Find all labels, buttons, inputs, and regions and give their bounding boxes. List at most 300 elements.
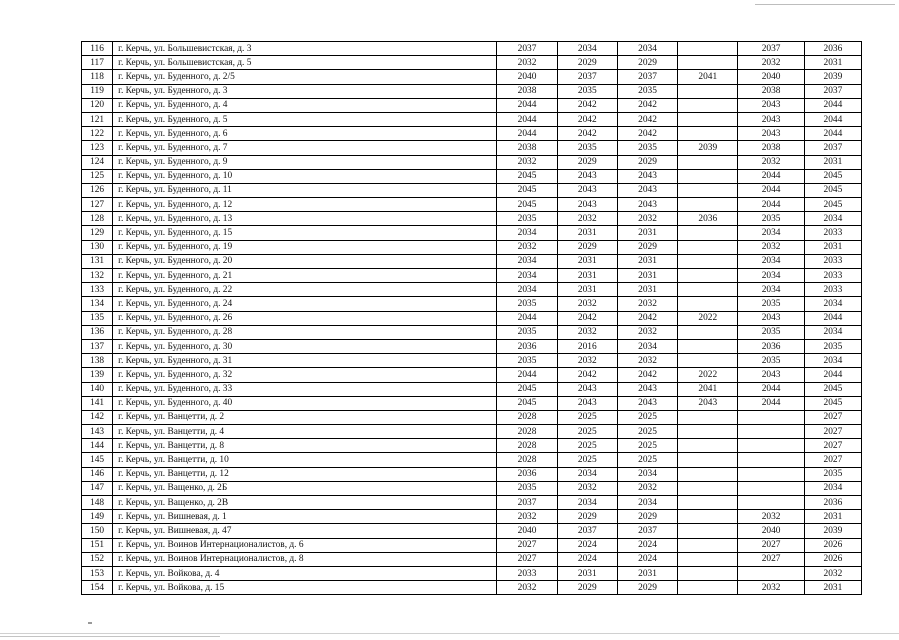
address-cell: г. Керчь, ул. Буденного, д. 15 <box>113 226 497 240</box>
year-cell-1: 2032 <box>497 155 557 169</box>
year-cell-3: 2025 <box>617 425 677 439</box>
year-cell-3: 2042 <box>617 368 677 382</box>
row-number-cell: 134 <box>82 297 113 311</box>
year-cell-2: 2032 <box>557 481 617 495</box>
year-cell-4 <box>678 226 738 240</box>
year-cell-2: 2034 <box>557 467 617 481</box>
year-cell-2: 2031 <box>557 283 617 297</box>
row-number-cell: 128 <box>82 212 113 226</box>
row-number-cell: 153 <box>82 566 113 580</box>
address-cell: г. Керчь, ул. Вишневая, д. 1 <box>113 510 497 524</box>
row-number-cell: 125 <box>82 169 113 183</box>
row-number-cell: 148 <box>82 496 113 510</box>
year-cell-1: 2027 <box>497 538 557 552</box>
year-cell-2: 2032 <box>557 297 617 311</box>
year-cell-1: 2036 <box>497 467 557 481</box>
year-cell-5: 2034 <box>738 283 804 297</box>
year-cell-3: 2025 <box>617 453 677 467</box>
year-cell-1: 2045 <box>497 198 557 212</box>
year-cell-5 <box>738 496 804 510</box>
year-cell-1: 2035 <box>497 325 557 339</box>
year-cell-2: 2042 <box>557 112 617 126</box>
year-cell-2: 2031 <box>557 269 617 283</box>
year-cell-2: 2043 <box>557 183 617 197</box>
year-cell-2: 2043 <box>557 169 617 183</box>
year-cell-1: 2040 <box>497 70 557 84</box>
year-cell-5 <box>738 467 804 481</box>
year-cell-2: 2024 <box>557 538 617 552</box>
year-cell-6: 2035 <box>804 467 861 481</box>
address-cell: г. Керчь, ул. Буденного, д. 12 <box>113 198 497 212</box>
year-cell-1: 2045 <box>497 396 557 410</box>
year-cell-5: 2032 <box>738 240 804 254</box>
year-cell-5: 2035 <box>738 354 804 368</box>
year-cell-3: 2043 <box>617 183 677 197</box>
year-cell-5: 2027 <box>738 538 804 552</box>
address-cell: г. Керчь, ул. Буденного, д. 32 <box>113 368 497 382</box>
row-number-cell: 143 <box>82 425 113 439</box>
year-cell-3: 2042 <box>617 112 677 126</box>
row-number-cell: 123 <box>82 141 113 155</box>
year-cell-4: 2022 <box>678 311 738 325</box>
table-row <box>82 212 862 226</box>
year-cell-2: 2043 <box>557 396 617 410</box>
year-cell-6: 2044 <box>804 368 861 382</box>
year-cell-5: 2037 <box>738 42 804 56</box>
year-cell-1: 2044 <box>497 368 557 382</box>
year-cell-6: 2044 <box>804 311 861 325</box>
year-cell-6: 2044 <box>804 112 861 126</box>
year-cell-6: 2034 <box>804 325 861 339</box>
year-cell-3: 2043 <box>617 396 677 410</box>
year-cell-5: 2035 <box>738 297 804 311</box>
year-cell-6: 2045 <box>804 382 861 396</box>
year-cell-5: 2032 <box>738 56 804 70</box>
year-cell-1: 2034 <box>497 283 557 297</box>
table-row <box>82 566 862 580</box>
table-row <box>82 70 862 84</box>
row-number-cell: 138 <box>82 354 113 368</box>
year-cell-3: 2032 <box>617 297 677 311</box>
address-cell: г. Керчь, ул. Буденного, д. 4 <box>113 98 497 112</box>
address-cell: г. Керчь, ул. Ванцетти, д. 8 <box>113 439 497 453</box>
year-cell-6: 2044 <box>804 98 861 112</box>
year-cell-2: 2037 <box>557 524 617 538</box>
year-cell-1: 2035 <box>497 297 557 311</box>
row-number-cell: 121 <box>82 112 113 126</box>
year-cell-3: 2043 <box>617 382 677 396</box>
table-row <box>82 297 862 311</box>
address-cell: г. Керчь, ул. Буденного, д. 9 <box>113 155 497 169</box>
year-cell-5: 2034 <box>738 269 804 283</box>
year-cell-5: 2043 <box>738 127 804 141</box>
table-row <box>82 141 862 155</box>
address-cell: г. Керчь, ул. Ващенко, д. 2В <box>113 496 497 510</box>
row-number-cell: 150 <box>82 524 113 538</box>
row-number-cell: 147 <box>82 481 113 495</box>
year-cell-1: 2036 <box>497 339 557 353</box>
year-cell-1: 2044 <box>497 311 557 325</box>
year-cell-5: 2032 <box>738 155 804 169</box>
address-cell: г. Керчь, ул. Войкова, д. 4 <box>113 566 497 580</box>
table-row <box>82 425 862 439</box>
year-cell-3: 2032 <box>617 325 677 339</box>
table-row <box>82 439 862 453</box>
year-cell-6: 2034 <box>804 212 861 226</box>
address-cell: г. Керчь, ул. Буденного, д. 33 <box>113 382 497 396</box>
year-cell-3: 2034 <box>617 339 677 353</box>
year-cell-4 <box>678 510 738 524</box>
year-cell-6: 2033 <box>804 269 861 283</box>
year-cell-3: 2029 <box>617 56 677 70</box>
year-cell-5: 2034 <box>738 254 804 268</box>
year-cell-4 <box>678 453 738 467</box>
table-row <box>82 524 862 538</box>
table-row <box>82 552 862 566</box>
year-cell-2: 2031 <box>557 566 617 580</box>
table-row <box>82 42 862 56</box>
year-cell-6: 2034 <box>804 354 861 368</box>
year-cell-6: 2026 <box>804 552 861 566</box>
year-cell-1: 2034 <box>497 254 557 268</box>
row-number-cell: 139 <box>82 368 113 382</box>
address-cell: г. Керчь, ул. Воинов Интернационалистов, д. 8 <box>113 552 497 566</box>
year-cell-3: 2029 <box>617 581 677 595</box>
year-cell-6: 2033 <box>804 226 861 240</box>
year-cell-6: 2027 <box>804 425 861 439</box>
year-cell-2: 2029 <box>557 240 617 254</box>
year-cell-3: 2029 <box>617 510 677 524</box>
year-cell-4 <box>678 183 738 197</box>
address-cell: г. Керчь, ул. Ванцетти, д. 12 <box>113 467 497 481</box>
year-cell-4: 2043 <box>678 396 738 410</box>
year-cell-4 <box>678 283 738 297</box>
year-cell-1: 2045 <box>497 183 557 197</box>
table-row <box>82 254 862 268</box>
scan-artifact-line-bottom-short <box>0 636 220 637</box>
year-cell-3: 2025 <box>617 439 677 453</box>
year-cell-1: 2028 <box>497 410 557 424</box>
table-row <box>82 368 862 382</box>
year-cell-6: 2032 <box>804 566 861 580</box>
row-number-cell: 130 <box>82 240 113 254</box>
year-cell-3: 2031 <box>617 254 677 268</box>
address-cell: г. Керчь, ул. Большевистская, д. 5 <box>113 56 497 70</box>
address-cell: г. Керчь, ул. Буденного, д. 21 <box>113 269 497 283</box>
row-number-cell: 122 <box>82 127 113 141</box>
year-cell-6: 2034 <box>804 297 861 311</box>
year-cell-3: 2032 <box>617 212 677 226</box>
table-row <box>82 183 862 197</box>
year-cell-5: 2043 <box>738 112 804 126</box>
year-cell-4 <box>678 496 738 510</box>
year-cell-2: 2029 <box>557 155 617 169</box>
year-cell-2: 2034 <box>557 496 617 510</box>
year-cell-3: 2032 <box>617 481 677 495</box>
address-cell: г. Керчь, ул. Буденного, д. 11 <box>113 183 497 197</box>
year-cell-5: 2043 <box>738 98 804 112</box>
table-row <box>82 467 862 481</box>
scan-artifact-line-bottom <box>0 633 899 634</box>
table-row <box>82 226 862 240</box>
address-cell: г. Керчь, ул. Большевистская, д. 3 <box>113 42 497 56</box>
table-row <box>82 56 862 70</box>
row-number-cell: 126 <box>82 183 113 197</box>
year-cell-1: 2045 <box>497 382 557 396</box>
year-cell-5: 2038 <box>738 84 804 98</box>
year-cell-1: 2032 <box>497 581 557 595</box>
row-number-cell: 131 <box>82 254 113 268</box>
table-row <box>82 169 862 183</box>
row-number-cell: 154 <box>82 581 113 595</box>
year-cell-6: 2045 <box>804 198 861 212</box>
year-cell-5: 2044 <box>738 183 804 197</box>
address-cell: г. Керчь, ул. Ващенко, д. 2Б <box>113 481 497 495</box>
year-cell-2: 2025 <box>557 453 617 467</box>
year-cell-1: 2044 <box>497 112 557 126</box>
row-number-cell: 152 <box>82 552 113 566</box>
address-cell: г. Керчь, ул. Буденного, д. 10 <box>113 169 497 183</box>
address-cell: г. Керчь, ул. Буденного, д. 26 <box>113 311 497 325</box>
row-number-cell: 119 <box>82 84 113 98</box>
year-cell-4 <box>678 98 738 112</box>
year-cell-1: 2035 <box>497 354 557 368</box>
address-cell: г. Керчь, ул. Буденного, д. 28 <box>113 325 497 339</box>
year-cell-6: 2037 <box>804 84 861 98</box>
row-number-cell: 117 <box>82 56 113 70</box>
year-cell-2: 2035 <box>557 141 617 155</box>
year-cell-2: 2043 <box>557 382 617 396</box>
year-cell-1: 2038 <box>497 84 557 98</box>
year-cell-2: 2025 <box>557 425 617 439</box>
address-cell: г. Керчь, ул. Буденного, д. 2/5 <box>113 70 497 84</box>
year-cell-2: 2037 <box>557 70 617 84</box>
year-cell-5: 2032 <box>738 581 804 595</box>
table-row <box>82 354 862 368</box>
year-cell-4 <box>678 240 738 254</box>
year-cell-4 <box>678 112 738 126</box>
year-cell-4: 2036 <box>678 212 738 226</box>
year-cell-6: 2037 <box>804 141 861 155</box>
year-cell-4 <box>678 42 738 56</box>
year-cell-1: 2032 <box>497 56 557 70</box>
address-cell: г. Керчь, ул. Буденного, д. 24 <box>113 297 497 311</box>
table-row <box>82 311 862 325</box>
year-cell-5: 2027 <box>738 552 804 566</box>
year-cell-5: 2040 <box>738 524 804 538</box>
year-cell-6: 2034 <box>804 481 861 495</box>
year-cell-6: 2031 <box>804 581 861 595</box>
year-cell-5 <box>738 453 804 467</box>
year-cell-2: 2032 <box>557 325 617 339</box>
year-cell-5 <box>738 481 804 495</box>
table-row <box>82 538 862 552</box>
year-cell-3: 2029 <box>617 155 677 169</box>
year-cell-3: 2042 <box>617 98 677 112</box>
address-cell: г. Керчь, ул. Воинов Интернационалистов, д. 6 <box>113 538 497 552</box>
year-cell-3: 2031 <box>617 269 677 283</box>
year-cell-5 <box>738 425 804 439</box>
year-cell-5: 2043 <box>738 311 804 325</box>
address-cell: г. Керчь, ул. Буденного, д. 3 <box>113 84 497 98</box>
table-row <box>82 496 862 510</box>
table-row <box>82 198 862 212</box>
year-cell-4 <box>678 155 738 169</box>
table-row <box>82 98 862 112</box>
year-cell-3: 2035 <box>617 84 677 98</box>
year-cell-4 <box>678 524 738 538</box>
year-cell-6: 2045 <box>804 183 861 197</box>
year-cell-2: 2029 <box>557 510 617 524</box>
year-cell-3: 2034 <box>617 467 677 481</box>
year-cell-2: 2043 <box>557 198 617 212</box>
year-cell-6: 2027 <box>804 453 861 467</box>
year-cell-5: 2044 <box>738 396 804 410</box>
year-cell-2: 2029 <box>557 56 617 70</box>
year-cell-3: 2025 <box>617 410 677 424</box>
row-number-cell: 127 <box>82 198 113 212</box>
address-cell: г. Керчь, ул. Вишневая, д. 47 <box>113 524 497 538</box>
year-cell-4: 2039 <box>678 141 738 155</box>
year-cell-4 <box>678 339 738 353</box>
year-cell-1: 2032 <box>497 240 557 254</box>
year-cell-4 <box>678 467 738 481</box>
year-cell-4: 2041 <box>678 382 738 396</box>
year-cell-1: 2045 <box>497 169 557 183</box>
year-cell-1: 2044 <box>497 98 557 112</box>
year-cell-6: 2027 <box>804 439 861 453</box>
year-cell-4 <box>678 538 738 552</box>
year-cell-6: 2031 <box>804 56 861 70</box>
year-cell-4 <box>678 581 738 595</box>
year-cell-4 <box>678 425 738 439</box>
year-cell-4 <box>678 410 738 424</box>
row-number-cell: 149 <box>82 510 113 524</box>
year-cell-1: 2040 <box>497 524 557 538</box>
year-cell-3: 2031 <box>617 226 677 240</box>
year-cell-6: 2036 <box>804 496 861 510</box>
year-cell-3: 2031 <box>617 566 677 580</box>
year-cell-2: 2025 <box>557 439 617 453</box>
year-cell-4 <box>678 354 738 368</box>
year-cell-6: 2045 <box>804 169 861 183</box>
year-cell-2: 2035 <box>557 84 617 98</box>
year-cell-4 <box>678 269 738 283</box>
address-cell: г. Керчь, ул. Войкова, д. 15 <box>113 581 497 595</box>
year-cell-4 <box>678 566 738 580</box>
year-cell-5 <box>738 439 804 453</box>
year-cell-2: 2029 <box>557 581 617 595</box>
year-cell-3: 2037 <box>617 70 677 84</box>
row-number-cell: 140 <box>82 382 113 396</box>
year-cell-3: 2035 <box>617 141 677 155</box>
table-row <box>82 325 862 339</box>
year-cell-6: 2026 <box>804 538 861 552</box>
year-cell-4 <box>678 254 738 268</box>
address-cell: г. Керчь, ул. Ванцетти, д. 4 <box>113 425 497 439</box>
table-row <box>82 410 862 424</box>
row-number-cell: 129 <box>82 226 113 240</box>
year-cell-4 <box>678 169 738 183</box>
year-cell-2: 2032 <box>557 354 617 368</box>
table-row <box>82 581 862 595</box>
year-cell-1: 2028 <box>497 425 557 439</box>
address-cell: г. Керчь, ул. Буденного, д. 5 <box>113 112 497 126</box>
year-cell-6: 2039 <box>804 524 861 538</box>
year-cell-5: 2044 <box>738 169 804 183</box>
year-cell-1: 2032 <box>497 510 557 524</box>
year-cell-2: 2042 <box>557 368 617 382</box>
year-cell-6: 2033 <box>804 254 861 268</box>
year-cell-4 <box>678 552 738 566</box>
year-cell-3: 2043 <box>617 198 677 212</box>
row-number-cell: 151 <box>82 538 113 552</box>
year-cell-6: 2039 <box>804 70 861 84</box>
year-cell-1: 2035 <box>497 212 557 226</box>
year-cell-5: 2035 <box>738 325 804 339</box>
address-cell: г. Керчь, ул. Буденного, д. 40 <box>113 396 497 410</box>
year-cell-2: 2024 <box>557 552 617 566</box>
year-cell-4 <box>678 84 738 98</box>
year-cell-3: 2043 <box>617 169 677 183</box>
year-cell-2: 2042 <box>557 98 617 112</box>
year-cell-6: 2036 <box>804 42 861 56</box>
year-cell-1: 2033 <box>497 566 557 580</box>
row-number-cell: 142 <box>82 410 113 424</box>
year-cell-3: 2024 <box>617 538 677 552</box>
table-row <box>82 127 862 141</box>
row-number-cell: 135 <box>82 311 113 325</box>
address-cell: г. Керчь, ул. Буденного, д. 13 <box>113 212 497 226</box>
table-row <box>82 396 862 410</box>
year-cell-3: 2042 <box>617 127 677 141</box>
row-number-cell: 144 <box>82 439 113 453</box>
address-cell: г. Керчь, ул. Буденного, д. 20 <box>113 254 497 268</box>
table-row <box>82 382 862 396</box>
scan-artifact-mark <box>88 622 92 624</box>
address-cell: г. Керчь, ул. Буденного, д. 7 <box>113 141 497 155</box>
year-cell-5 <box>738 566 804 580</box>
address-cell: г. Керчь, ул. Буденного, д. 30 <box>113 339 497 353</box>
table-row <box>82 112 862 126</box>
row-number-cell: 116 <box>82 42 113 56</box>
address-cell: г. Керчь, ул. Ванцетти, д. 10 <box>113 453 497 467</box>
year-cell-4: 2041 <box>678 70 738 84</box>
registry-table-body <box>82 42 862 595</box>
year-cell-2: 2031 <box>557 226 617 240</box>
year-cell-2: 2031 <box>557 254 617 268</box>
table-row <box>82 481 862 495</box>
table-row <box>82 510 862 524</box>
year-cell-1: 2034 <box>497 269 557 283</box>
year-cell-1: 2027 <box>497 552 557 566</box>
year-cell-3: 2024 <box>617 552 677 566</box>
year-cell-1: 2044 <box>497 127 557 141</box>
year-cell-4 <box>678 297 738 311</box>
table-row <box>82 283 862 297</box>
year-cell-1: 2035 <box>497 481 557 495</box>
year-cell-4 <box>678 325 738 339</box>
year-cell-2: 2042 <box>557 311 617 325</box>
year-cell-3: 2032 <box>617 354 677 368</box>
row-number-cell: 120 <box>82 98 113 112</box>
year-cell-4 <box>678 439 738 453</box>
year-cell-1: 2028 <box>497 439 557 453</box>
year-cell-2: 2025 <box>557 410 617 424</box>
year-cell-6: 2027 <box>804 410 861 424</box>
table-row <box>82 453 862 467</box>
row-number-cell: 145 <box>82 453 113 467</box>
